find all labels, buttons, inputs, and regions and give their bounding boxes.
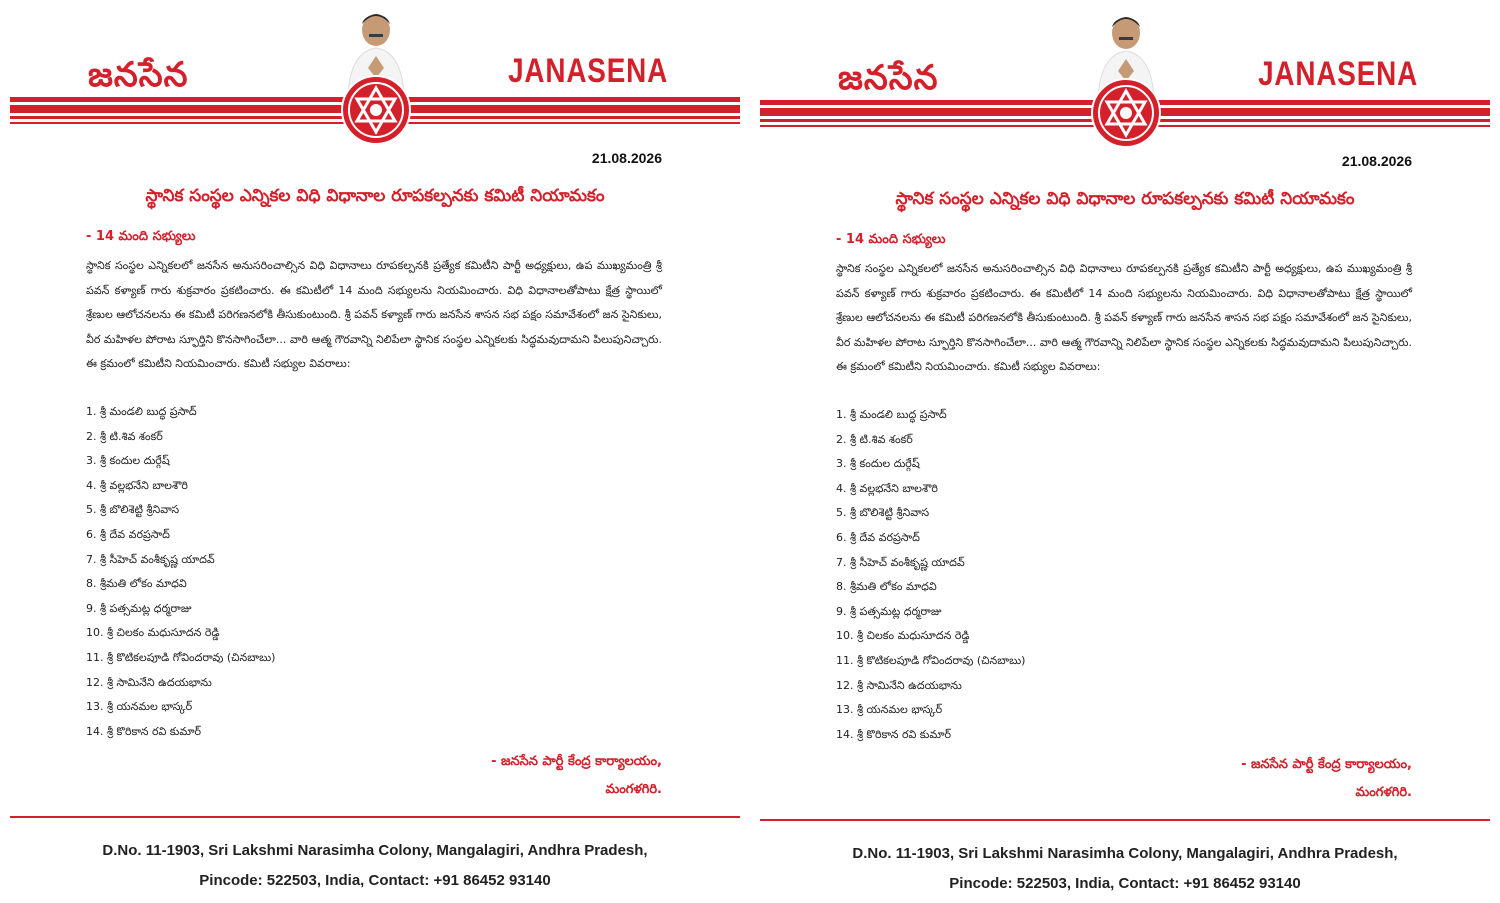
- list-item: 4. శ్రీ వల్లభనేని బాలశౌరి: [836, 481, 938, 495]
- address-line-2: Pincode: 522503, India, Contact: +91 86452 93140: [949, 875, 1301, 892]
- list-item: 9. శ్రీ పత్సమట్ల ధర్మరాజు: [836, 604, 942, 618]
- list-item: 2. శ్రీ టి.శివ శంకర్: [836, 432, 913, 446]
- signature-office: - జనసేన పార్టీ కేంద్ర కార్యాలయం,: [491, 754, 662, 769]
- party-emblem-icon: [1090, 77, 1162, 149]
- address-line-2: Pincode: 522503, India, Contact: +91 86452 93140: [199, 872, 551, 889]
- list-item: 12. శ్రీ సామినేని ఉదయభాను: [836, 678, 962, 692]
- footer-divider: [760, 819, 1490, 821]
- signature-place: మంగళగిరి.: [605, 782, 662, 797]
- footer-address: [760, 839, 1490, 899]
- list-item: 14. శ్రీ కొరికాన రవి కుమార్: [86, 724, 202, 738]
- address-line-1: D.No. 11-1903, Sri Lakshmi Narasimha Colony, Mangalagiri, Andhra Pradesh,: [852, 845, 1398, 862]
- list-item: 6. శ్రీ దేవ వరప్రసాద్: [86, 527, 170, 541]
- signature-block: [491, 748, 662, 804]
- footer-address: [10, 836, 740, 896]
- committee-member-list: [836, 403, 1025, 747]
- list-item: 14. శ్రీ కొరికాన రవి కుమార్: [836, 727, 952, 741]
- list-item: 2. శ్రీ టి.శివ శంకర్: [86, 429, 163, 443]
- list-item: 3. శ్రీ కందుల దుర్గేష్: [836, 457, 920, 471]
- footer-divider: [10, 816, 740, 818]
- release-body-paragraph: స్థానిక సంస్థల ఎన్నికలలో జనసేన అనుసరించాల్సిన విధి విధానాలు రూపకల్పనకి ప్రత్యేక కమిటీని పార్టీ అధ్యక్షులు, ఉప ముఖ్యమంత్రి శ్రీ పవన్ కళ్యాణ్ గారు శుక్రవారం ప్రకటించారు. ఈ కమిటీలో 14 మంది సభ్యులను నియమించారు. విధి విధానాలతోపాటు క్షేత్ర స్థాయిలో శ్రేణుల ఆలోచనలను ఈ కమిటీ పరిగణనలోకి తీసుకుంటుంది. శ్రీ పవన్ కళ్యాణ్ గారు జనసేన శాసన సభ పక్షం సమావేశంలో జన సైనికులు, వీర మహిళల పోరాట స్ఫూర్తిని కొనసాగించేలా... వారి ఆత్మ గౌరవాన్ని నిలిపేలా స్థానిక సంస్థల ఎన్నికలకు సిద్ధమవుదామని పిలుపునిచ్చారు. ఈ క్రమంలో కమిటీని నియమించారు. కమిటీ సభ్యుల వివరాలు:: [836, 262, 1412, 374]
- signature-place: మంగళగిరి.: [1355, 785, 1412, 800]
- list-item: 11. శ్రీ కొటికలపూడి గోవిందరావు (చినబాబు): [836, 653, 1026, 667]
- list-item: 8. శ్రీమతి లోకం మాధవి: [836, 580, 937, 594]
- signature-block: [1241, 751, 1412, 807]
- list-item: 4. శ్రీ వల్లభనేని బాలశౌరి: [86, 478, 188, 492]
- list-item: 7. శ్రీ సీహెచ్ వంశీకృష్ణ యాదవ్: [86, 552, 215, 566]
- address-line-1: D.No. 11-1903, Sri Lakshmi Narasimha Colony, Mangalagiri, Andhra Pradesh,: [102, 842, 648, 859]
- brand-logo-english: JANASENA: [1258, 55, 1418, 93]
- press-release-page-left: [10, 0, 740, 900]
- release-title: స్థానిక సంస్థల ఎన్నికల విధి విధానాల రూపకల్పనకు కమిటీ నియామకం: [895, 189, 1355, 209]
- letterhead: [760, 3, 1490, 148]
- brand-logo-telugu: జనసేన: [838, 58, 939, 98]
- list-item: 5. శ్రీ బొలిశెట్టి శ్రీనివాస: [86, 503, 180, 517]
- release-date: 21.08.2026: [591, 150, 662, 166]
- release-body-paragraph: స్థానిక సంస్థల ఎన్నికలలో జనసేన అనుసరించాల్సిన విధి విధానాలు రూపకల్పనకి ప్రత్యేక కమిటీని పార్టీ అధ్యక్షులు, ఉప ముఖ్యమంత్రి శ్రీ పవన్ కళ్యాణ్ గారు శుక్రవారం ప్రకటించారు. ఈ కమిటీలో 14 మంది సభ్యులను నియమించారు. విధి విధానాలతోపాటు క్షేత్ర స్థాయిలో శ్రేణుల ఆలోచనలను ఈ కమిటీ పరిగణనలోకి తీసుకుంటుంది. శ్రీ పవన్ కళ్యాణ్ గారు జనసేన శాసన సభ పక్షం సమావేశంలో జన సైనికులు, వీర మహిళల పోరాట స్ఫూర్తిని కొనసాగించేలా... వారి ఆత్మ గౌరవాన్ని నిలిపేలా స్థానిక సంస్థల ఎన్నికలకు సిద్ధమవుదామని పిలుపునిచ్చారు. ఈ క్రమంలో కమిటీని నియమించారు. కమిటీ సభ్యుల వివరాలు:: [86, 259, 662, 371]
- letterhead: [10, 0, 740, 145]
- list-item: 13. శ్రీ యనమల భాస్కర్: [836, 703, 943, 717]
- release-date: 21.08.2026: [1341, 153, 1412, 169]
- release-title: స్థానిక సంస్థల ఎన్నికల విధి విధానాల రూపకల్పనకు కమిటీ నియామకం: [145, 186, 605, 206]
- list-item: 12. శ్రీ సామినేని ఉదయభాను: [86, 675, 212, 689]
- list-item: 7. శ్రీ సీహెచ్ వంశీకృష్ణ యాదవ్: [836, 555, 965, 569]
- list-item: 10. శ్రీ చిలకం మధుసూదన రెడ్డి: [86, 626, 220, 640]
- brand-logo-english: JANASENA: [508, 52, 668, 90]
- list-item: 9. శ్రీ పత్సమట్ల ధర్మరాజు: [86, 601, 192, 615]
- list-item: 11. శ్రీ కొటికలపూడి గోవిందరావు (చినబాబు): [86, 650, 276, 664]
- brand-logo-telugu: జనసేన: [88, 55, 189, 95]
- list-item: 3. శ్రీ కందుల దుర్గేష్: [86, 454, 170, 468]
- committee-member-list: [86, 400, 275, 744]
- list-item: 1. శ్రీ మండలి బుద్ధ ప్రసాద్: [836, 408, 947, 421]
- list-item: 13. శ్రీ యనమల భాస్కర్: [86, 700, 193, 714]
- list-item: 1. శ్రీ మండలి బుద్ధ ప్రసాద్: [86, 405, 197, 418]
- release-subtitle: - 14 మంది సభ్యులు: [86, 229, 196, 244]
- list-item: 5. శ్రీ బొలిశెట్టి శ్రీనివాస: [836, 506, 930, 520]
- list-item: 8. శ్రీమతి లోకం మాధవి: [86, 577, 187, 591]
- signature-office: - జనసేన పార్టీ కేంద్ర కార్యాలయం,: [1241, 757, 1412, 772]
- party-emblem-icon: [340, 74, 412, 146]
- list-item: 6. శ్రీ దేవ వరప్రసాద్: [836, 530, 920, 544]
- press-release-page-right: [760, 3, 1490, 903]
- release-subtitle: - 14 మంది సభ్యులు: [836, 232, 946, 247]
- list-item: 10. శ్రీ చిలకం మధుసూదన రెడ్డి: [836, 629, 970, 643]
